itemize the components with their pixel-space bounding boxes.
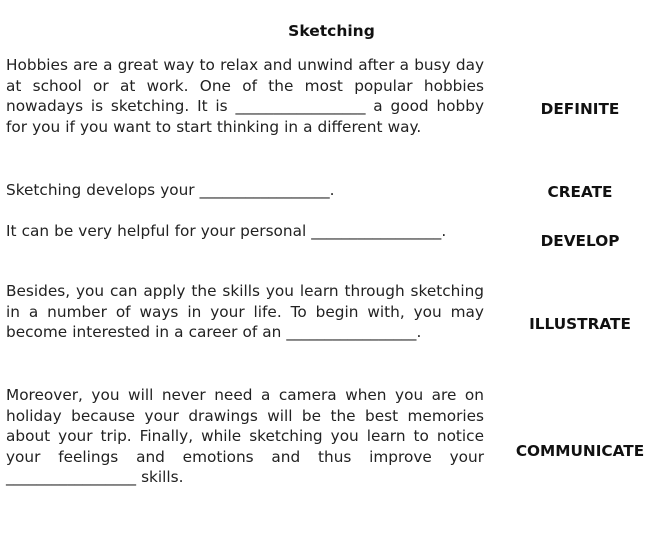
paragraph-3: It can be very helpful for your personal _________________. bbox=[6, 222, 447, 240]
page-title: Sketching bbox=[288, 22, 375, 40]
paragraph-4: Besides, you can apply the skills you learn through sketching in a number of ways in your life. To begin with, you may become interested in a career of an _________________. bbox=[6, 282, 484, 341]
keyword-4: ILLUSTRATE bbox=[529, 315, 631, 333]
paragraph-1: Hobbies are a great way to relax and unwind after a busy day at school or at work. One of the most popular hobbies nowadays is sketching. It is _________________ a good hobby for you if you want to start thinking in a different way. bbox=[6, 56, 484, 136]
keyword-3: DEVELOP bbox=[540, 232, 620, 250]
keyword-1: DEFINITE bbox=[540, 100, 620, 118]
paragraph-2: Sketching develops your _________________. bbox=[6, 181, 335, 199]
keyword-5: COMMUNICATE bbox=[515, 442, 645, 460]
keyword-2: CREATE bbox=[547, 183, 613, 201]
paragraph-5: Moreover, you will never need a camera when you are on holiday because your drawings will be the best memories about your trip. Finally, while sketching you learn to notice your feelings and emotions and thus improve your _________________ skills. bbox=[6, 386, 484, 486]
